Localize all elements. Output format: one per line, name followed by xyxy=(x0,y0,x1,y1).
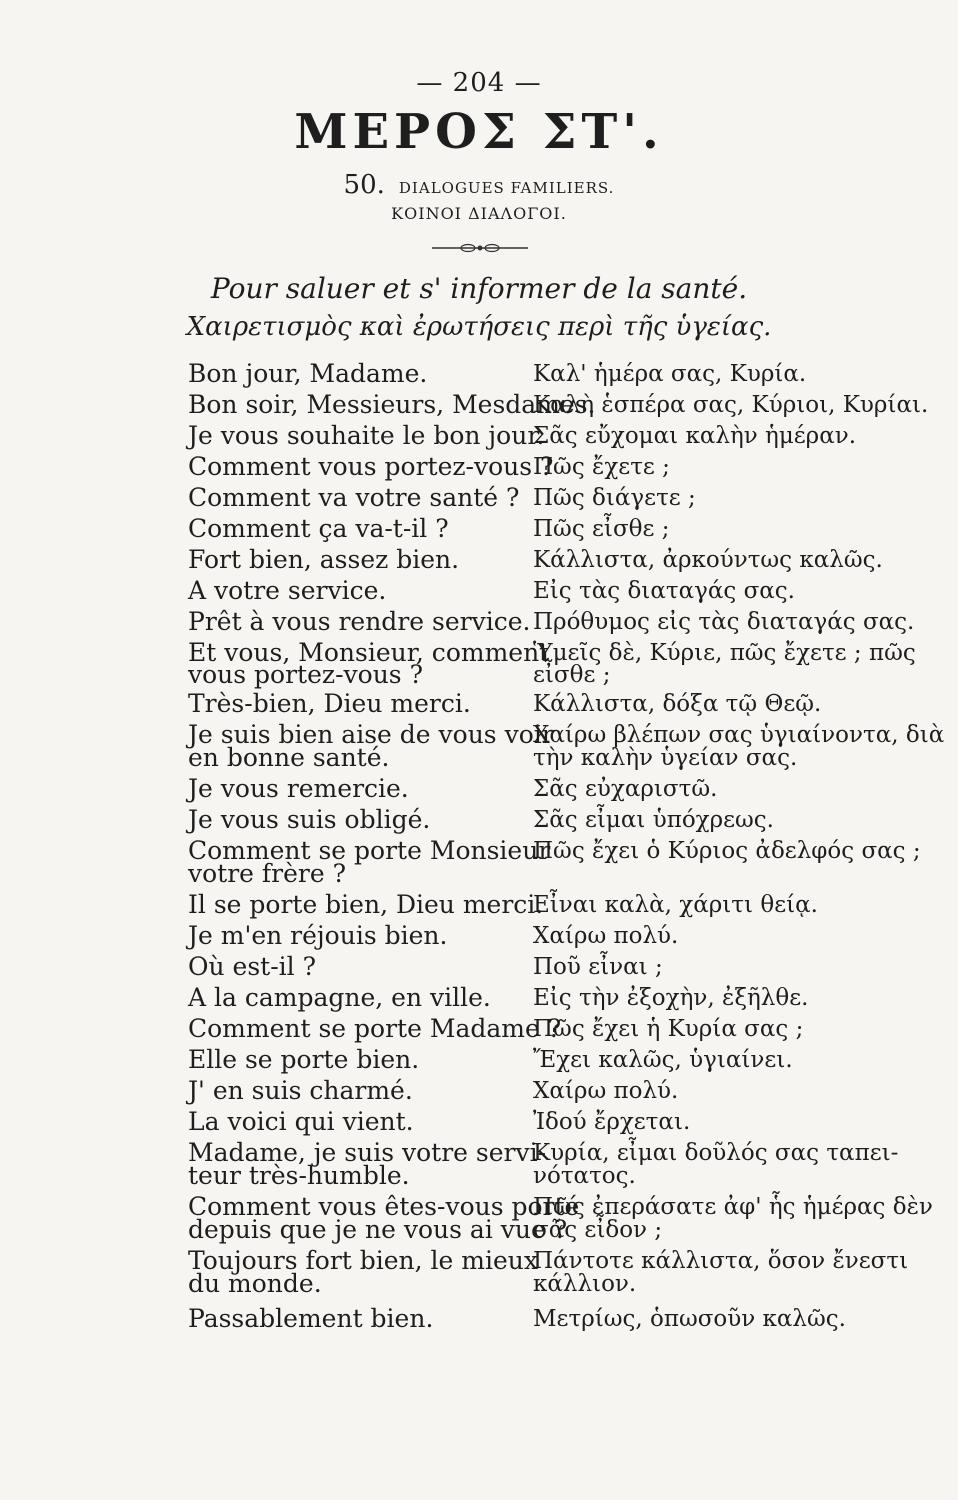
greek-text: Πῶς ἔχει ὁ Κύριος ἀδελφός σας ; xyxy=(533,838,921,864)
dialogue-row xyxy=(0,1268,958,1300)
page-number: — 204 — xyxy=(416,68,542,98)
greek-text: Χαίρω πολύ. xyxy=(533,923,679,949)
french-text: Je suis bien aise de vous voir xyxy=(188,720,554,749)
dialogue-row xyxy=(0,451,958,483)
dialogue-row xyxy=(0,358,958,390)
dialogue-row xyxy=(0,1160,958,1192)
section-title-gr: ΚΟΙΝΟΙ ΔΙΑΛΟΓΟΙ. xyxy=(391,204,567,223)
section-title-fr: DIALOGUES FAMILIERS. xyxy=(398,179,615,197)
french-text: Prêt à vous rendre service. xyxy=(188,607,531,636)
section-number: 50. xyxy=(343,170,385,200)
french-text: Madame, je suis votre servi- xyxy=(188,1138,547,1167)
greek-text: Πρόθυμος εἰς τὰς διαταγάς σας. xyxy=(533,609,915,635)
dialogue-row xyxy=(0,606,958,638)
greek-text: Εἰς τὰς διαταγάς σας. xyxy=(533,578,795,604)
greek-text: Κάλλιστα, δόξα τῷ Θεῷ. xyxy=(533,691,822,717)
french-text: Très-bien, Dieu merci. xyxy=(188,689,471,718)
greek-text: Πάντοτε κάλλιστα, ὅσον ἔνεστι xyxy=(533,1248,909,1274)
dialogue-row xyxy=(0,1214,958,1246)
dialogue-row xyxy=(0,513,958,545)
french-text: A la campagne, en ville. xyxy=(188,983,491,1012)
greek-text: Σᾶς εὐχαριστῶ. xyxy=(533,776,718,802)
french-text: Bon soir, Messieurs, Mesdames. xyxy=(188,390,596,419)
french-text: Je vous remercie. xyxy=(188,774,409,803)
french-text: Bon jour, Madame. xyxy=(188,359,428,388)
dialogue-row xyxy=(0,659,958,691)
dialogue-row xyxy=(0,858,958,890)
dialogue-row xyxy=(0,544,958,576)
french-text: Comment vous êtes-vous porté xyxy=(188,1192,580,1221)
french-text: Comment va votre santé ? xyxy=(188,483,520,512)
subtitle-gr: Χαιρετισμὸς καὶ ἐρωτήσεις περὶ τῆς ὑγείας. xyxy=(186,312,772,342)
greek-text: Πῶς διάγετε ; xyxy=(533,485,696,511)
greek-text: Κάλλιστα, ἀρκούντως καλῶς. xyxy=(533,547,883,573)
greek-text: Εἶναι καλὰ, χάριτι θείᾳ. xyxy=(533,892,818,918)
greek-text: Πῶς εἶσθε ; xyxy=(533,516,670,542)
dialogue-row xyxy=(0,982,958,1014)
french-text: Fort bien, assez bien. xyxy=(188,545,460,574)
french-text: Je m'en réjouis bien. xyxy=(188,921,448,950)
ornament-divider xyxy=(0,240,958,254)
dialogue-row xyxy=(0,389,958,421)
greek-text: Χαίρω πολύ. xyxy=(533,1078,679,1104)
french-text: Passablement bien. xyxy=(188,1304,434,1333)
greek-text: Ὑμεῖς δὲ, Κύριε, πῶς ἔχετε ; πῶς xyxy=(533,640,916,666)
french-text: en bonne santé. xyxy=(188,743,390,772)
french-text: Il se porte bien, Dieu merci. xyxy=(188,890,544,919)
french-text: du monde. xyxy=(188,1269,322,1298)
dialogue-row xyxy=(0,889,958,921)
dialogue-row xyxy=(0,951,958,983)
greek-text: Σᾶς εἶμαι ὑπόχρεως. xyxy=(533,807,774,833)
dialogue-row xyxy=(0,1075,958,1107)
french-text: depuis que je ne vous ai vue ? xyxy=(188,1215,568,1244)
french-text: vous portez-vous ? xyxy=(188,660,423,689)
dialogue-row xyxy=(0,920,958,952)
dialogue-row xyxy=(0,1013,958,1045)
french-text: Je vous suis obligé. xyxy=(188,805,431,834)
greek-text: Εἰς τὴν ἐξοχὴν, ἐξῆλθε. xyxy=(533,985,809,1011)
greek-text: Χαίρω βλέπων σας ὑγιαίνοντα, διὰ xyxy=(533,722,945,748)
greek-text: εἶσθε ; xyxy=(533,662,611,688)
dialogue-row xyxy=(0,1106,958,1138)
dialogue-row xyxy=(0,1044,958,1076)
french-text: A votre service. xyxy=(188,576,387,605)
french-text: votre frère ? xyxy=(188,859,347,888)
greek-text: Πῶς ἐπεράσατε ἀφ' ἧς ἡμέρας δὲν xyxy=(533,1194,933,1220)
greek-text: Ποῦ εἶναι ; xyxy=(533,954,663,980)
greek-text: Σᾶς εὔχομαι καλὴν ἡμέραν. xyxy=(533,423,857,449)
section-heading xyxy=(0,170,958,200)
dialogue-row xyxy=(0,773,958,805)
french-text: Elle se porte bien. xyxy=(188,1045,420,1074)
french-text: Comment vous portez-vous ? xyxy=(188,452,554,481)
part-title: ΜΕΡΟΣ ΣΤ'. xyxy=(294,104,664,160)
french-text: Et vous, Monsieur, comment xyxy=(188,638,550,667)
subtitle-fr: Pour saluer et s' informer de la santé. xyxy=(210,272,748,305)
french-text: Je vous souhaite le bon jour. xyxy=(188,421,545,450)
greek-text: Ἔχει καλῶς, ὑγιαίνει. xyxy=(533,1047,793,1073)
greek-text: κάλλιον. xyxy=(533,1271,637,1297)
dialogue-row xyxy=(0,688,958,720)
greek-text: νότατος. xyxy=(533,1163,636,1189)
french-text: Où est-il ? xyxy=(188,952,317,981)
french-text: Toujours fort bien, le mieux xyxy=(188,1246,538,1275)
french-text: Comment se porte Madame ? xyxy=(188,1014,562,1043)
dialogue-row xyxy=(0,742,958,774)
greek-text: Καλὴ ἑσπέρα σας, Κύριοι, Κυρίαι. xyxy=(533,392,929,418)
dialogue-row xyxy=(0,420,958,452)
greek-text: Κυρία, εἶμαι δοῦλός σας ταπει- xyxy=(533,1140,899,1166)
french-text: La voici qui vient. xyxy=(188,1107,414,1136)
greek-text: Καλ' ἡμέρα σας, Κυρία. xyxy=(533,361,807,387)
greek-text: σᾶς εἶδον ; xyxy=(533,1217,663,1243)
greek-text: Μετρίως, ὁπωσοῦν καλῶς. xyxy=(533,1306,846,1332)
dialogue-row xyxy=(0,1303,958,1335)
greek-text: Πῶς ἔχετε ; xyxy=(533,454,670,480)
dialogue-row xyxy=(0,482,958,514)
french-text: Comment se porte Monsieur xyxy=(188,836,551,865)
greek-text: τὴν καλὴν ὑγείαν σας. xyxy=(533,745,798,771)
french-text: Comment ça va-t-il ? xyxy=(188,514,449,543)
greek-text: Ἰδού ἔρχεται. xyxy=(533,1109,691,1135)
dialogue-row xyxy=(0,575,958,607)
greek-text: Πῶς ἔχει ἡ Κυρία σας ; xyxy=(533,1016,804,1042)
french-text: teur très-humble. xyxy=(188,1161,410,1190)
french-text: J' en suis charmé. xyxy=(188,1076,413,1105)
dialogue-row xyxy=(0,804,958,836)
